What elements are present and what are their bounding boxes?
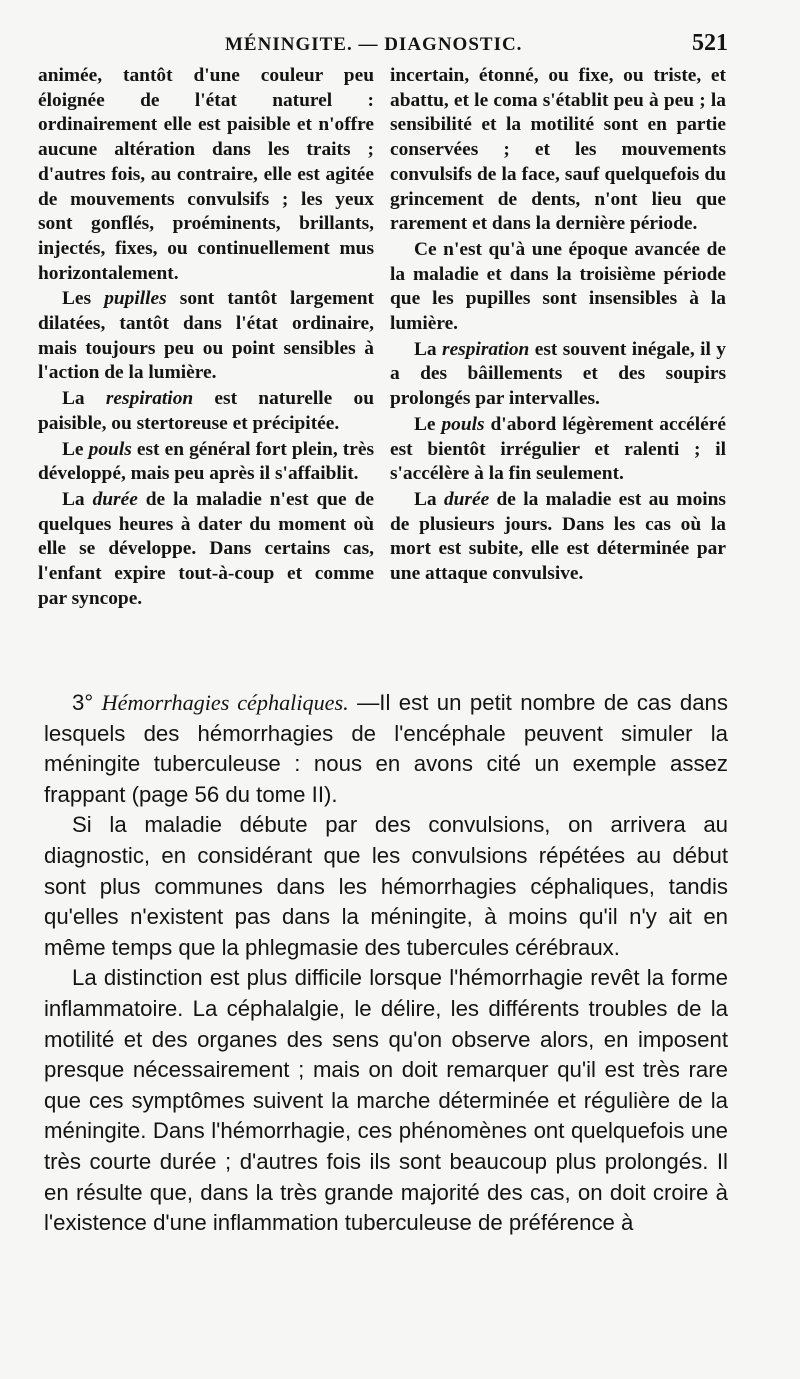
section-title: Hémorrhagies céphaliques. <box>101 690 349 715</box>
right-paragraph-5: La durée de la maladie est au moins de plusieurs jours. Dans les cas où la mort est subite, elle est déterminée par une attaque convulsive. <box>390 488 726 585</box>
page-number: 521 <box>692 30 728 56</box>
main-text <box>44 688 728 1268</box>
body-paragraph-2: Si la maladie débute par des convulsions, on arrivera au diagnostic, en considérant que les convulsions répétées au début sont plus communes dans les hémorrhagies céphaliques, tandis qu'elles n'existent pas dans la méningite, à moins qu'il n'y ait en même temps que la phlegmasie des tubercules cérébraux. <box>44 812 728 960</box>
body-paragraph-1: 3° Hémorrhagies céphaliques. —Il est un petit nombre de cas dans lesquels des hémorrhagies de l'encéphale peuvent simuler la méningite tuberculeuse : nous en avons cité un exemple assez frappant (page 56 du tome II). <box>44 690 728 807</box>
running-title: MÉNINGITE. — DIAGNOSTIC. <box>225 34 523 55</box>
right-paragraph-4: Le pouls d'abord légèrement accéléré est bientôt irrégulier et ralenti ; il s'accélère à la fin seulement. <box>390 413 726 485</box>
left-paragraph-5: La durée de la maladie n'est que de quelques heures à dater du moment où elle se développe. Dans certains cas, l'enfant expire tout-à-coup et comme par syncope. <box>38 488 374 609</box>
left-column <box>38 64 374 668</box>
right-column <box>390 64 726 668</box>
right-paragraph-2: Ce n'est qu'à une époque avancée de la maladie et dans la troisième période que les pupilles sont insensibles à la lumière. <box>390 238 726 335</box>
section-number: 3° <box>72 690 102 715</box>
page-header <box>40 30 728 64</box>
left-paragraph-4: Le pouls est en général fort plein, très développé, mais peu après il s'affaiblit. <box>38 438 375 485</box>
right-paragraph-1: incertain, étonné, ou fixe, ou triste, et abattu, et le coma s'établit peu à peu ; la sensibilité et la motilité sont en partie conservées ; et les mouvements convulsifs de la face, sauf quelquefois du grincement de dents, n'ont lieu que rarement et dans la dernière période. <box>390 65 726 235</box>
right-paragraph-3: La respiration est souvent inégale, il y a des bâillements et des soupirs prolongés par intervalles. <box>390 338 726 410</box>
comparison-columns <box>38 64 726 668</box>
left-paragraph-2: Les pupilles sont tantôt largement dilatées, tantôt dans l'état ordinaire, mais toujours peu ou point sensibles à l'action de la lumière. <box>38 288 374 384</box>
left-paragraph-3: La respiration est naturelle ou paisible, ou stertoreuse et précipitée. <box>38 388 374 434</box>
body-paragraph-3: La distinction est plus difficile lorsque l'hémorrhagie revêt la forme inflammatoire. La céphalalgie, le délire, les différents troubles de la motilité et des organes des sens qu'on observe alors, en imposent presque nécessairement ; mais on doit remarquer qu'il est très rare que ces symptômes suivent la marche déterminée et régulière de la méningite. Dans l'hémorrhagie, ces phénomènes ont quelquefois une très courte durée ; d'autres fois ils sont beaucoup plus prolongés. Il en résulte que, dans la très grande majorité des cas, on doit croire à l'existence d'une inflammation tuberculeuse de préférence à <box>44 965 728 1236</box>
left-paragraph-1: animée, tantôt d'une couleur peu éloignée de l'état naturel : ordinairement elle est paisible et n'offre aucune altération dans les traits ; d'autres fois, au contraire, elle est agitée de mouvements convulsifs ; les yeux sont gonflés, proéminents, brillants, injectés, fixes, ou continuellement mus horizontalement. <box>38 65 374 284</box>
